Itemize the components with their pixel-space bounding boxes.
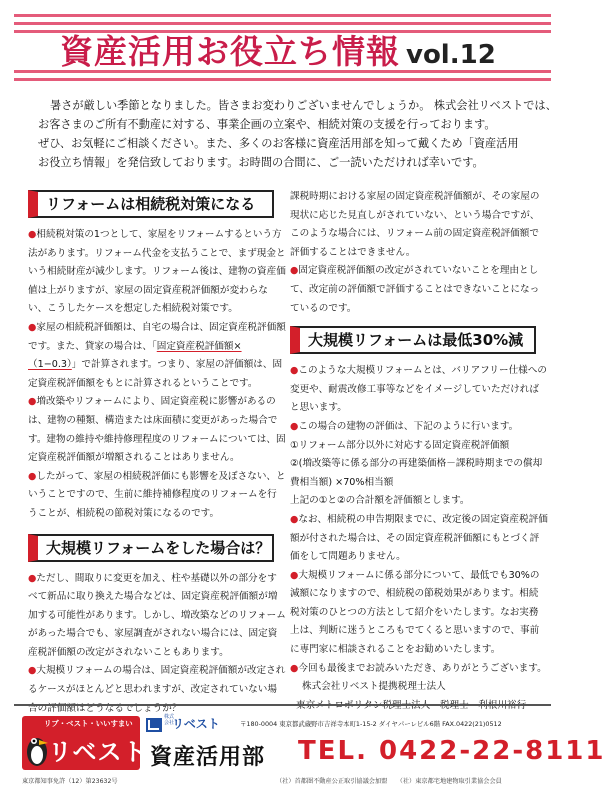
header-stripe [14,14,551,17]
paragraph: ●増改築やリフォームにより、固定資産税に影響があるのは、建物の種類、構造または床面積に変更があった場合です。建物の維持や維持修理程度のリフォームについては、固定資産税評価額が増額されることはありません。 [28,396,286,464]
paragraph: ●ただし、間取りに変更を加え、柱や基礎以外の部分をすべて新品に取り換えた場合などは、固定資産税評価額が増加する可能性があります。しかし、増改築などのリフォームがあった場合でも、家屋調査がされない場合には、固定資産税評価額の改定がされないこともあります。 [28,572,286,658]
signature-name: 東京メトロポリタン税理士法人 税理士 利根川裕行 [296,699,527,711]
right-column [290,188,548,715]
paragraph: ●したがって、家屋の相続税評価にも影響を及ぼさない、ということですので、生前に維持補修程度のリフォームを行うことが、相続税の節税対策になるのです。 [28,470,286,519]
signature-firm: 株式会社リベスト提携税理士法人 [302,681,446,693]
bullet-icon: ● [28,229,37,240]
company-address: 〒180-0004 東京都武蔵野市吉祥寺本町1-15-2 ダイヤパーレビル6階 FAX.0422(21)0512 [240,720,502,728]
intro-line: お役立ち情報」を発信致しております。お時間の合間に、ご一読いただければ幸いです。 [38,156,484,169]
paragraph: 課税時期における家屋の固定資産税評価額が、その家屋の現状に応じた見直しがされていない、という場合ですが、このような場合には、リフォーム前の固定資産税評価額で評価することはできません。 [290,191,540,258]
section-heading-large-reform: 大規模リフォームをした場合は？ [28,534,274,562]
volume-number: vol.12 [406,40,496,70]
footer [14,704,605,788]
association-memberships: （社）首都圏不動産公正取引協議会加盟 （社）東京都宅地建物取引業協会会員 [276,778,502,785]
section-heading-reform-tax: リフォームは相続税対策になる [28,190,274,218]
logo-tagline: リブ・ベスト・いいすまい [44,719,133,728]
header-stripe [14,78,551,81]
bullet-icon: ● [28,572,37,584]
list-item: ②(増改築等に係る部分の再建築価格－課税時期までの償却費相当額) ×70%相当額 [290,458,543,488]
bullet-icon: ● [290,569,299,581]
company-logo [22,716,148,770]
list-item: ①リフォーム部分以外に対応する固定資産税評価額 [290,439,510,451]
paragraph: ●大規模リフォームに係る部分について、最低でも30%の減額になりますので、相続税の節税効果があります。相続税対策のひとつの方法として紹介をいたします。なお実務上は、判断に迷うところもでてくると思いますので、事前に専門家に相談されることをお勧めいたします。 [290,569,540,656]
intro-line: 暑さが厳しい季節となりました。皆さまお変わりございませんでしょうか。 株式会社リベストでは、 [50,99,557,112]
paragraph: ●家屋の相続税評価額は、自宅の場合は、固定資産税評価額です。また、貸家の場合は、「固定資産税評価額×（1−0.3）」で計算されます。つまり、家屋の評価額は、固定資産税評価額をもとに計算されるということです。 [28,321,286,389]
formula-text: 固定資産税評価額×（1−0.3） [28,340,242,371]
paragraph: ●なお、相続税の申告期限までに、改定後の固定資産税評価額が付された場合は、その固定資産税評価額にもとづく評価をして問題ありません。 [290,513,548,563]
paragraph: ●相続税対策の1つとして、家屋をリフォームするという方法があります。リフォーム代金を支払うことで、まず現金という相続財産が減少します。リフォーム後は、建物の資産価値は上がりますが、家屋の固定資産税評価額が変わらない、こうしたケースを想定した相続税対策です。 [28,229,286,315]
department-name: 資産活用部 [150,745,266,770]
newsletter-header [14,14,551,86]
logo-text: リベスト [48,738,148,766]
bullet-icon: ● [290,265,299,277]
bullet-icon: ● [290,513,299,525]
license-number: 東京都知事免許（12）第23632号 [22,778,118,785]
phone-number: TEL. 0422-22-8111 [298,736,605,766]
bullet-icon: ● [290,662,299,674]
intro-text [38,96,557,172]
left-column [28,188,286,718]
paragraph: ●大規模リフォームの場合は、固定資産税評価額が改定されるケースがほとんどと思われますが、改定されていない場合の評価額はどうなるでしょうか？ [28,665,286,714]
intro-line: お客さまのご所有不動産に対する、事業企画の立案や、相続対策の支援を行っております。 [38,118,496,131]
bullet-icon: ● [28,396,37,408]
bullet-icon: ● [290,365,299,377]
brand-mark-icon [146,718,162,732]
bullet-icon: ● [28,321,37,333]
paragraph: ●このような大規模リフォームとは、バリアフリー仕様への変更や、耐震改修工事等などをイメージしていただければと思います。 [290,365,547,414]
section-heading-30-percent: 大規模リフォームは最低30%減 [290,326,536,354]
page-title: 資産活用お役立ち情報 vol.12 [60,32,496,71]
bullet-icon: ● [28,665,37,677]
paragraph: ●この場合の建物の評価は、下記のように行います。 [290,420,519,432]
header-stripe [14,22,551,25]
list-item: 上記の①と②の合計額を評価額とします。 [290,495,470,507]
bullet-icon: ● [28,470,37,482]
bird-mascot-icon [24,728,50,768]
intro-line: ぜひ、お気軽にご相談ください。また、多くのお客様に資産活用部を知って戴くため「資産活用 [38,137,519,150]
paragraph: ●今回も最後までお読みいただき、ありがとうございます。 [290,662,547,674]
paragraph: ●固定資産税評価額の改定がされていないことを理由として、改定前の評価額で評価することはできないことになっているのです。 [290,265,540,314]
brand-prefix: 株式 会社 [164,714,175,726]
bullet-icon: ● [290,420,299,432]
brand-name: リベスト [172,717,220,731]
